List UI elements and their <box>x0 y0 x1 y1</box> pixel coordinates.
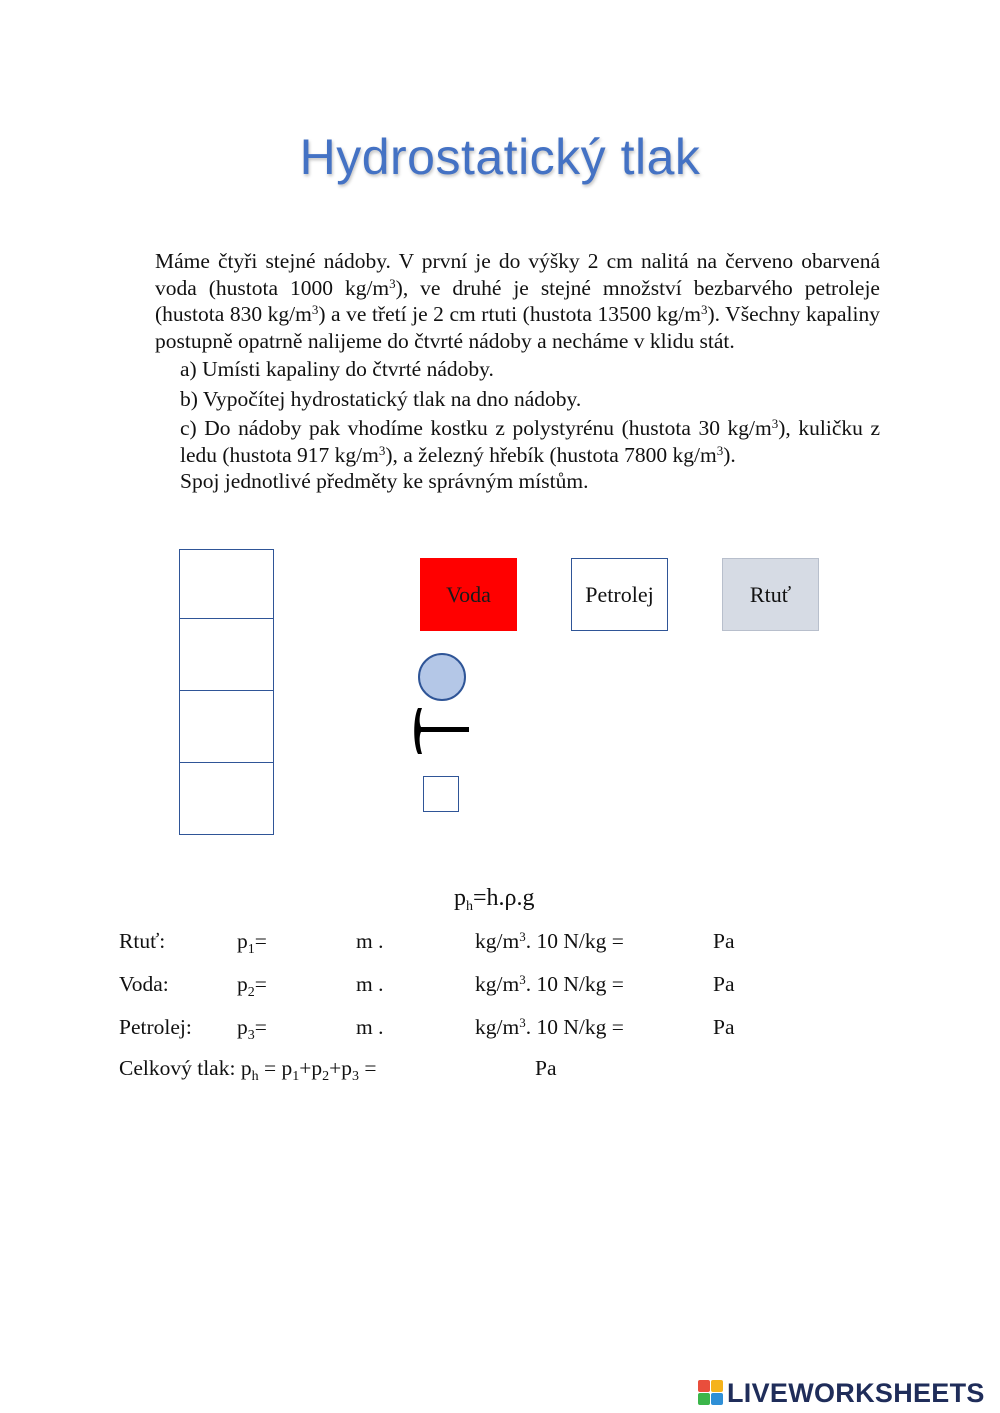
equals: = <box>254 929 267 953</box>
p-symbol: p <box>237 972 248 996</box>
density-unit: kg/m <box>475 1015 520 1039</box>
pascal-unit: Pa <box>713 972 735 996</box>
p-subscript: 2 <box>247 985 255 1000</box>
p-symbol: p <box>237 1015 248 1039</box>
total-sub-h: h <box>251 1069 259 1084</box>
row-density-unit <box>475 929 624 954</box>
total-end: = <box>359 1056 377 1080</box>
page-title: Hydrostatický tlak <box>299 129 701 185</box>
intro-paragraph <box>155 248 880 354</box>
height-unit: m . <box>356 972 384 996</box>
total-label-text: Celkový tlak: <box>119 1056 241 1080</box>
drop-slot-4[interactable] <box>179 762 274 835</box>
drop-slot-3[interactable] <box>179 690 274 763</box>
total-p: p <box>240 1056 252 1080</box>
task-c-text-4: ). <box>723 442 736 467</box>
total-label <box>119 1056 377 1084</box>
total-plus: + <box>329 1056 342 1080</box>
total-plus: + <box>299 1056 312 1080</box>
task-c <box>180 415 880 468</box>
liquid-rtut-card[interactable] <box>722 558 819 631</box>
liquid-voda-label: Voda <box>446 581 491 607</box>
task-c-text-2: ), kuličku z ledu (hustota 917 kg/m <box>180 416 880 467</box>
row-pa-unit <box>713 1015 735 1040</box>
row-height-unit <box>356 929 383 954</box>
task-c-instruction: Spoj jednotlivé předměty ke správným místům. <box>180 469 589 493</box>
task-c-text-3: ), a železný hřebík (hustota 7800 kg/m <box>385 442 717 467</box>
superscript: 3 <box>771 416 779 431</box>
total-sub-3: 3 <box>352 1069 359 1084</box>
equals: = <box>254 972 267 996</box>
liquid-petrolej-card[interactable] <box>571 558 668 631</box>
formula <box>454 885 535 912</box>
total-p2: p <box>311 1056 323 1080</box>
row-height-unit <box>356 972 383 997</box>
superscript: 3 <box>700 302 708 317</box>
ice-ball-icon[interactable] <box>418 653 466 701</box>
task-b: b) Vypočítej hydrostatický tlak na dno nádoby. <box>180 386 582 411</box>
superscript: 3 <box>389 275 396 291</box>
gravity-term: . 10 N/kg = <box>525 1015 624 1039</box>
row-density-unit <box>475 1015 624 1040</box>
liveworksheets-text: LIVEWORKSHEETS <box>727 1377 985 1408</box>
height-unit: m . <box>356 929 384 953</box>
row-pressure-symbol <box>237 929 267 957</box>
intro-text-1: Máme čtyři stejné nádoby. V první je do výšky 2 cm nalitá na červeno obarvená voda (hustota 1000 kg/m <box>155 249 880 300</box>
row-label <box>119 972 169 997</box>
formula-sub: h <box>466 899 473 914</box>
row-height-unit <box>356 1015 383 1040</box>
row-label-text: Petrolej: <box>119 1015 192 1039</box>
gravity-term: . 10 N/kg = <box>525 929 624 953</box>
equals: = <box>254 1015 267 1039</box>
row-pa-unit <box>713 972 735 997</box>
superscript: 3 <box>519 929 526 944</box>
polystyrene-cube-icon[interactable] <box>423 776 459 812</box>
total-sub-1: 1 <box>292 1069 300 1084</box>
liveworksheets-mark-icon <box>698 1380 724 1406</box>
liquid-rtut-label: Rtuť <box>749 581 792 607</box>
row-label-text: Voda: <box>119 972 169 996</box>
intro-text-2: ), ve druhé je stejné množství bezbarvého petroleje (hustota 830 kg/m <box>155 275 880 326</box>
row-pa-unit <box>713 929 735 954</box>
superscript: 3 <box>519 1015 526 1030</box>
formula-rest: =h.ρ.g <box>473 885 535 911</box>
total-p3: p <box>341 1056 352 1080</box>
drop-slot-1[interactable] <box>179 549 274 619</box>
problem-text <box>155 248 880 495</box>
task-c-text-1: c) Do nádoby pak vhodíme kostku z polystyrénu (hustota 30 kg/m <box>180 416 772 440</box>
liquid-petrolej-label: Petrolej <box>585 581 654 607</box>
p-subscript: 3 <box>247 1028 255 1043</box>
superscript: 3 <box>519 972 526 987</box>
superscript: 3 <box>311 302 319 317</box>
row-label-text: Rtuť: <box>119 929 166 953</box>
row-density-unit <box>475 972 624 997</box>
row-pressure-symbol <box>237 972 267 1000</box>
superscript: 3 <box>378 442 386 458</box>
density-unit: kg/m <box>475 929 520 953</box>
p-symbol: p <box>237 929 248 953</box>
total-pa: Pa <box>535 1056 557 1080</box>
intro-text-4: ). Všechny kapaliny postupně opatrně nalijeme do čtvrté nádoby a necháme v klidu stát. <box>155 302 880 353</box>
drop-slot-2[interactable] <box>179 618 274 691</box>
nail-icon[interactable] <box>412 706 472 756</box>
total-sub-2: 2 <box>322 1069 330 1084</box>
pascal-unit: Pa <box>713 1015 735 1039</box>
pascal-unit: Pa <box>713 929 735 953</box>
p-subscript: 1 <box>247 942 255 957</box>
superscript: 3 <box>716 442 724 458</box>
row-label <box>119 929 165 954</box>
total-eq: = <box>258 1056 282 1080</box>
formula-p: p <box>454 885 466 911</box>
liquid-voda-card[interactable] <box>420 558 517 631</box>
density-unit: kg/m <box>475 972 520 996</box>
liveworksheets-logo <box>698 1378 985 1408</box>
intro-text-3: ) a ve třetí je 2 cm rtuti (hustota 13500 kg/m <box>318 302 701 326</box>
row-pressure-symbol <box>237 1015 267 1043</box>
total-p1: p <box>281 1056 293 1080</box>
gravity-term: . 10 N/kg = <box>525 972 624 996</box>
task-a: a) Umísti kapaliny do čtvrté nádoby. <box>180 357 494 381</box>
height-unit: m . <box>356 1015 384 1039</box>
row-label <box>119 1015 192 1040</box>
